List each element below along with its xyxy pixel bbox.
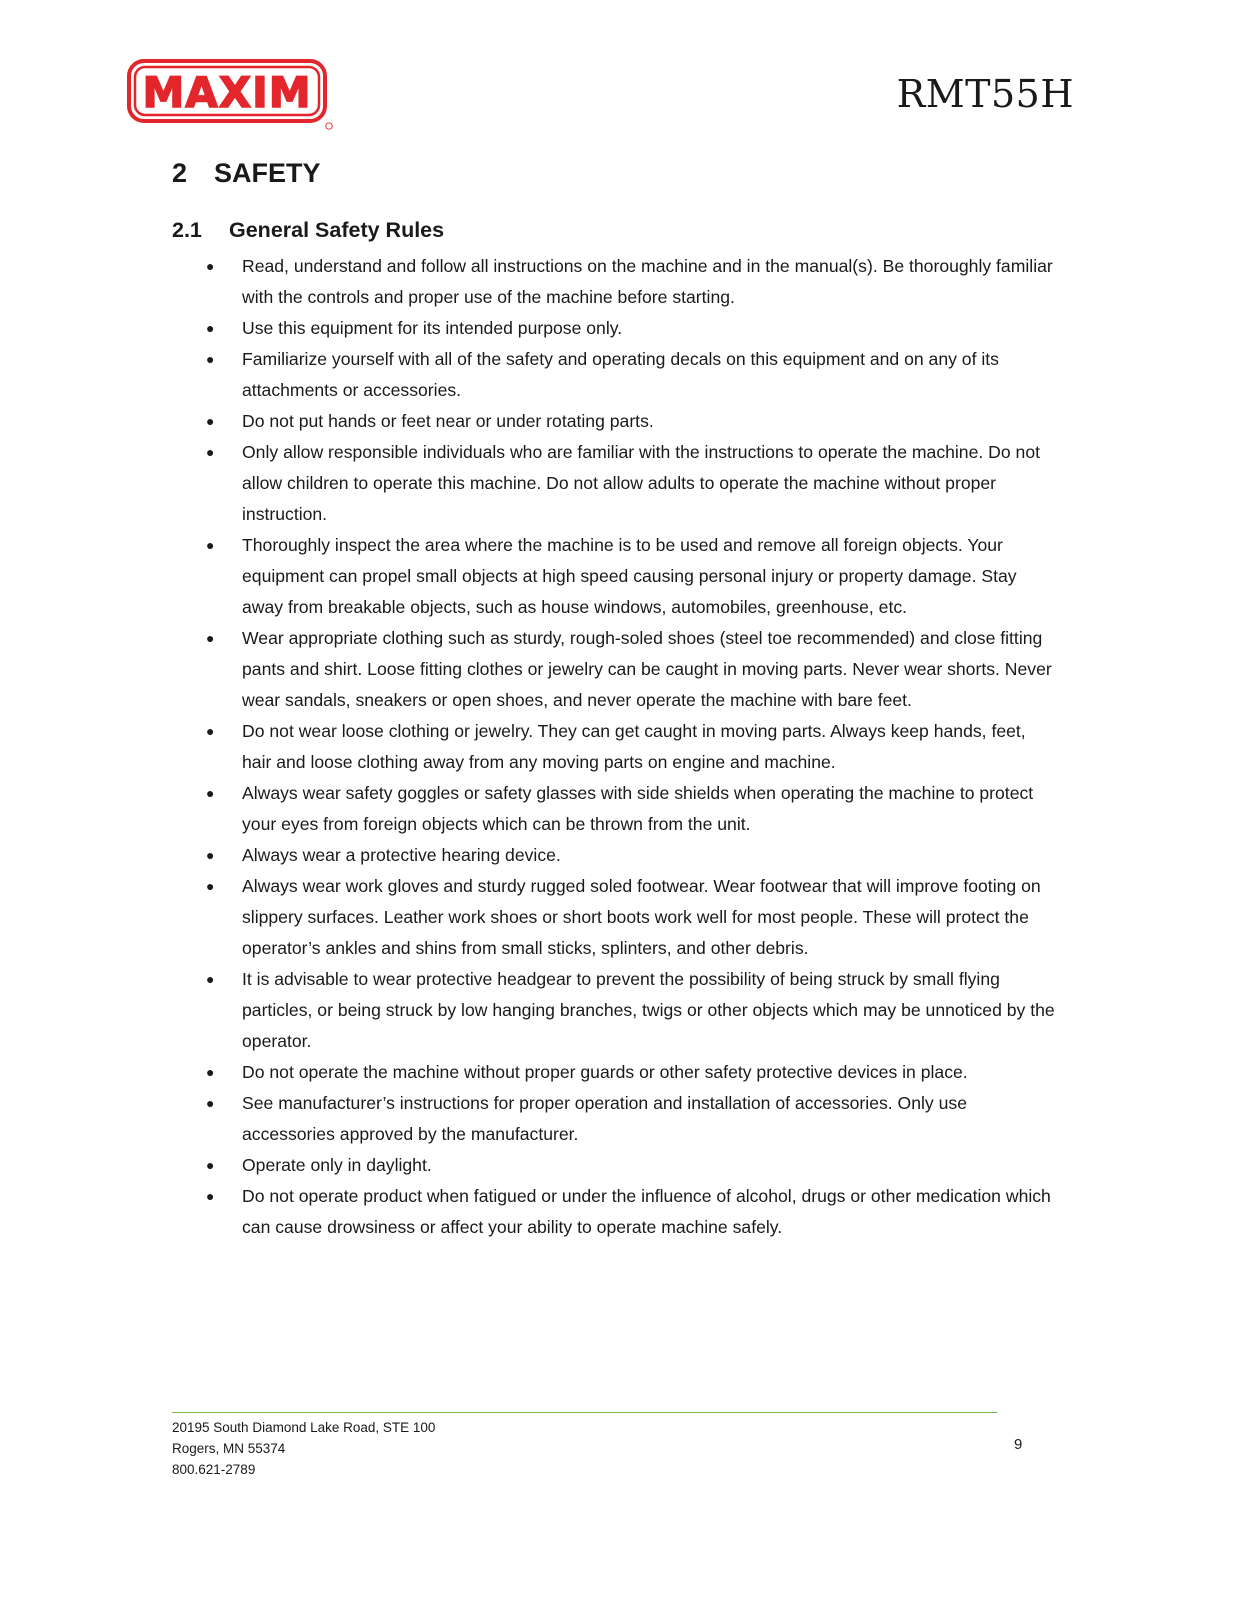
list-item <box>205 1150 1055 1181</box>
bullet-icon: ● <box>206 878 215 894</box>
list-item <box>205 406 1055 437</box>
footer-address <box>172 1417 435 1480</box>
rule-text: Always wear a protective hearing device. <box>242 845 561 865</box>
page-number: 9 <box>1014 1436 1023 1453</box>
rule-text: Wear appropriate clothing such as sturdy, rough-soled shoes (steel toe recommended) and close fitting pants and shirt. Loose fitting clothes or jewelry can be caught in moving parts. Never wear shorts. Never wear sandals, sneakers or open shoes, and never operate the machine with bare feet. <box>242 628 1052 710</box>
rule-text: Do not operate the machine without proper guards or other safety protective devices in place. <box>242 1062 968 1082</box>
list-item <box>205 251 1055 313</box>
bullet-icon: ● <box>206 1064 215 1080</box>
section-heading <box>172 158 321 189</box>
subsection-heading <box>172 218 444 243</box>
section-number: 2 <box>172 158 188 188</box>
rule-text: Do not put hands or feet near or under rotating parts. <box>242 411 654 431</box>
list-item <box>205 964 1055 1057</box>
rule-text: Only allow responsible individuals who are familiar with the instructions to operate the machine. Do not allow children to operate this machine. Do not allow adults to operate the machine without proper instruction. <box>242 442 1040 524</box>
list-item <box>205 1057 1055 1088</box>
rule-text: It is advisable to wear protective headgear to prevent the possibility of being struck by small flying particles, or being struck by low hanging branches, twigs or other objects which may be unnoticed by the operator. <box>242 969 1055 1051</box>
subsection-number: 2.1 <box>172 218 202 242</box>
bullet-icon: ● <box>206 785 215 801</box>
rule-text: Thoroughly inspect the area where the machine is to be used and remove all foreign objects. Your equipment can propel small objects at high speed causing personal injury or property damage. Stay away from breakable objects, such as house windows, automobiles, greenhouse, etc. <box>242 535 1017 617</box>
list-item <box>205 623 1055 716</box>
rule-text: Always wear safety goggles or safety glasses with side shields when operating the machine to protect your eyes from foreign objects which can be thrown from the unit. <box>242 783 1034 834</box>
rule-text: Do not operate product when fatigued or under the influence of alcohol, drugs or other medication which can cause drowsiness or affect your ability to operate machine safely. <box>242 1186 1051 1237</box>
rule-text: Operate only in daylight. <box>242 1155 432 1175</box>
bullet-icon: ● <box>206 258 215 274</box>
list-item <box>205 840 1055 871</box>
rule-text: See manufacturer’s instructions for proper operation and installation of accessories. Only use accessories approved by the manufacturer. <box>242 1093 967 1144</box>
phone-number: 800.621-2789 <box>172 1462 256 1477</box>
maxim-logo <box>127 59 333 131</box>
safety-rules-list <box>205 251 1055 1243</box>
rule-text: Read, understand and follow all instructions on the machine and in the manual(s). Be thoroughly familiar with the controls and proper use of the machine before starting. <box>242 256 1053 307</box>
list-item <box>205 716 1055 778</box>
list-item <box>205 530 1055 623</box>
list-item <box>205 437 1055 530</box>
list-item <box>205 344 1055 406</box>
list-item <box>205 1181 1055 1243</box>
bullet-icon: ● <box>206 351 215 367</box>
subsection-title: General Safety Rules <box>229 218 445 242</box>
list-item <box>205 313 1055 344</box>
footer-divider <box>172 1412 997 1413</box>
list-item <box>205 778 1055 840</box>
bullet-icon: ● <box>206 847 215 863</box>
logo-wordmark: MAXIM <box>142 68 312 117</box>
bullet-icon: ● <box>206 1095 215 1111</box>
bullet-icon: ● <box>206 444 215 460</box>
address-city: Rogers, MN 55374 <box>172 1441 286 1456</box>
address-street: 20195 South Diamond Lake Road, STE 100 <box>172 1420 436 1435</box>
list-item <box>205 871 1055 964</box>
rule-text: Do not wear loose clothing or jewelry. They can get caught in moving parts. Always keep hands, feet, hair and loose clothing away from any moving parts on engine and machine. <box>242 721 1026 772</box>
rule-text: Familiarize yourself with all of the safety and operating decals on this equipment and on any of its attachments or accessories. <box>242 349 999 400</box>
bullet-icon: ● <box>206 413 215 429</box>
rule-text: Use this equipment for its intended purpose only. <box>242 318 623 338</box>
section-title: SAFETY <box>214 158 321 188</box>
bullet-icon: ● <box>206 537 215 553</box>
model-number: RMT55H <box>896 72 1074 116</box>
rule-text: Always wear work gloves and sturdy rugged soled footwear. Wear footwear that will improve footing on slippery surfaces. Leather work shoes or short boots work well for most people. These will protect the operator’s ankles and shins from small sticks, splinters, and other debris. <box>242 876 1041 958</box>
bullet-icon: ● <box>206 1188 215 1204</box>
bullet-icon: ● <box>206 971 215 987</box>
bullet-icon: ● <box>206 630 215 646</box>
bullet-icon: ● <box>206 320 215 336</box>
bullet-icon: ● <box>206 723 215 739</box>
bullet-icon: ● <box>206 1157 215 1173</box>
list-item <box>205 1088 1055 1150</box>
